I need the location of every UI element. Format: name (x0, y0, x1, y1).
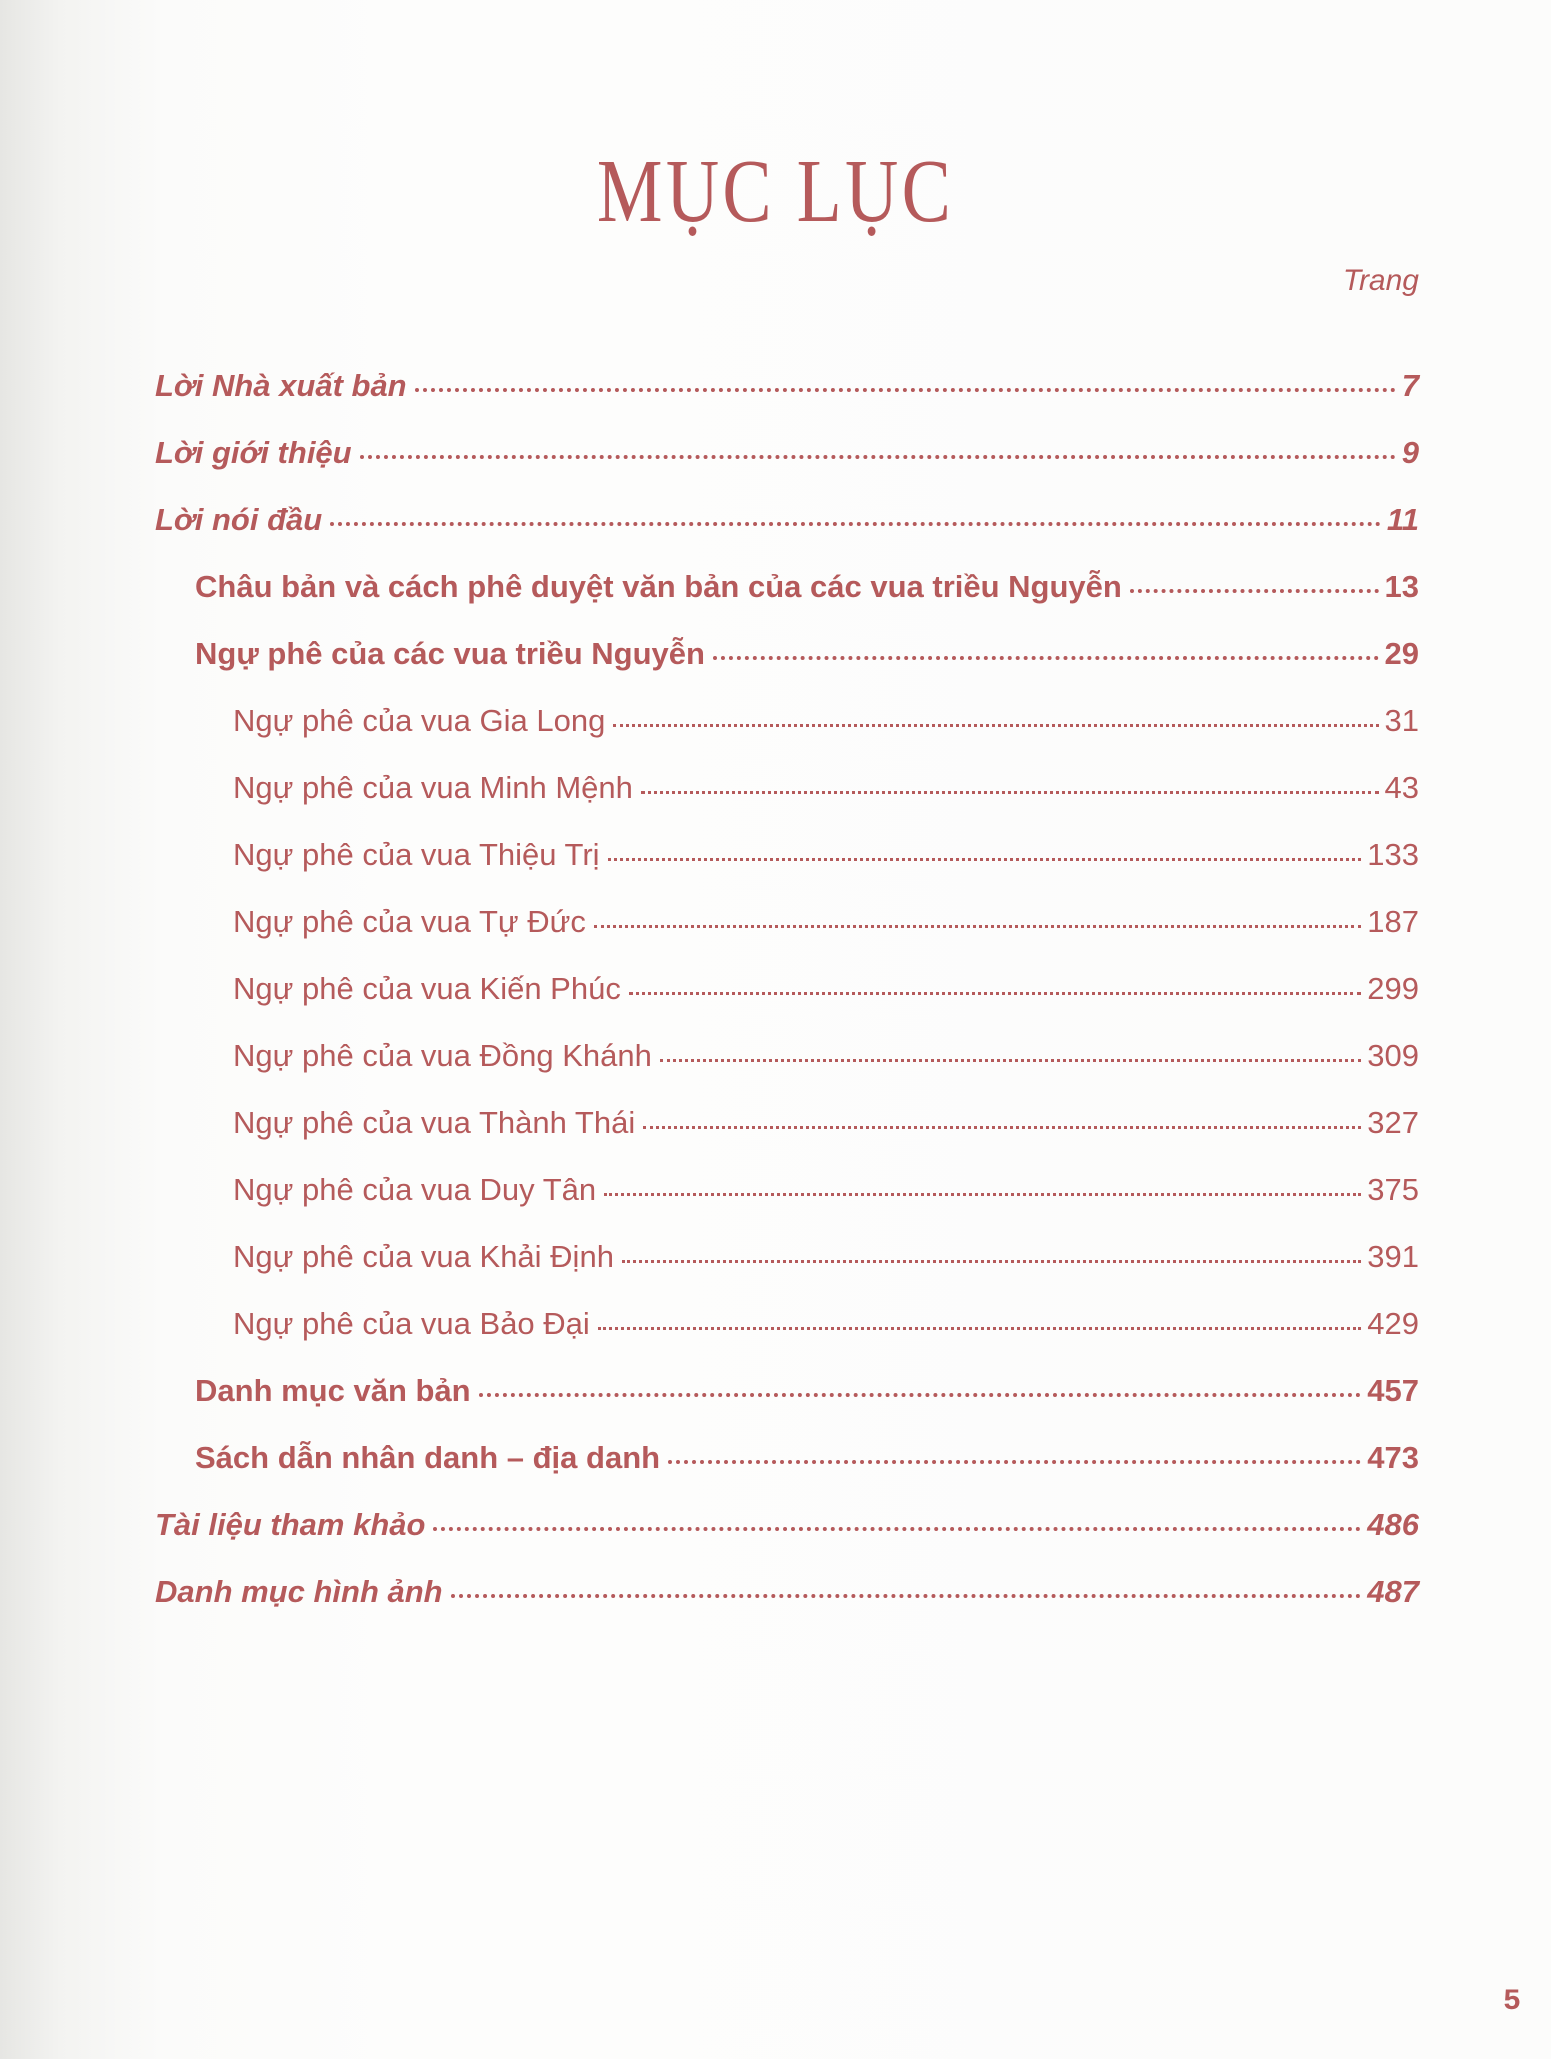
dot-leader (598, 1327, 1361, 1330)
toc-entry-label: Danh mục văn bản (195, 1373, 471, 1408)
toc-entry-label: Ngự phê của vua Minh Mệnh (233, 770, 633, 805)
toc-entry-label: Ngự phê của các vua triều Nguyễn (195, 636, 705, 671)
toc-entry-page: 187 (1367, 904, 1419, 939)
dot-leader (360, 455, 1396, 459)
toc-entry-page: 457 (1367, 1373, 1419, 1408)
dot-leader (415, 388, 1396, 392)
toc-entry-page: 327 (1367, 1105, 1419, 1140)
dot-leader (713, 656, 1379, 660)
toc-entry-label: Lời giới thiệu (155, 435, 352, 470)
toc-entry-page: 299 (1367, 971, 1419, 1006)
toc-entry[interactable] (233, 701, 1419, 741)
toc-entry-page: 473 (1367, 1440, 1419, 1475)
toc-entry-page: 31 (1384, 703, 1419, 738)
toc-entry-page: 487 (1367, 1574, 1419, 1609)
toc-entry[interactable] (155, 1572, 1419, 1612)
toc-entry[interactable] (233, 1304, 1419, 1344)
dot-leader (613, 724, 1378, 727)
toc-entry[interactable] (155, 500, 1419, 540)
toc-entry-page: 429 (1367, 1306, 1419, 1341)
toc-entry-label: Ngự phê của vua Bảo Đại (233, 1306, 590, 1341)
toc-entry[interactable] (233, 1036, 1419, 1076)
toc-entry[interactable] (195, 634, 1419, 674)
toc-entry[interactable] (155, 433, 1419, 473)
toc-entry-page: 486 (1367, 1507, 1419, 1542)
toc-entry-label: Ngự phê của vua Thành Thái (233, 1105, 636, 1140)
toc-entry-page: 391 (1367, 1239, 1419, 1274)
dot-leader (330, 522, 1381, 526)
dot-leader (641, 791, 1379, 794)
toc-entry[interactable] (233, 835, 1419, 875)
toc-entry[interactable] (233, 902, 1419, 942)
page-column-label: Trang (1342, 264, 1419, 297)
dot-leader (660, 1059, 1361, 1062)
dot-leader (479, 1393, 1362, 1397)
toc-entry-label: Ngự phê của vua Tự Đức (233, 904, 586, 939)
dot-leader (629, 992, 1361, 995)
toc-entry-page: 13 (1384, 569, 1419, 604)
toc-entry-page: 29 (1384, 636, 1419, 671)
toc-entry-page: 133 (1367, 837, 1419, 872)
toc-entry-label: Tài liệu tham khảo (155, 1507, 426, 1542)
page-title: MỤC LỤC (596, 142, 955, 241)
dot-leader (668, 1460, 1361, 1464)
toc-entry[interactable] (195, 1438, 1419, 1478)
toc-entry[interactable] (195, 1371, 1419, 1411)
toc-entry[interactable] (233, 768, 1419, 808)
toc-entry-page: 375 (1367, 1172, 1419, 1207)
toc-entry-label: Lời Nhà xuất bản (155, 368, 407, 403)
toc-entry[interactable] (195, 567, 1419, 607)
toc-entry-label: Ngự phê của vua Đồng Khánh (233, 1038, 652, 1073)
page-number: 5 (1502, 1985, 1521, 2019)
dot-leader (608, 858, 1362, 861)
toc-entry-label: Danh mục hình ảnh (155, 1574, 443, 1609)
toc-entry-label: Ngự phê của vua Kiến Phúc (233, 971, 621, 1006)
toc-entry[interactable] (233, 1103, 1419, 1143)
dot-leader (433, 1527, 1361, 1531)
toc-entry[interactable] (233, 969, 1419, 1009)
dot-leader (622, 1260, 1361, 1263)
toc-entry-page: 7 (1401, 368, 1419, 403)
toc-entry-page: 9 (1401, 435, 1419, 470)
toc-entry[interactable] (233, 1237, 1419, 1277)
dot-leader (1130, 589, 1379, 593)
toc-entry[interactable] (155, 1505, 1419, 1545)
toc-entry-page: 11 (1386, 502, 1419, 537)
dot-leader (451, 1594, 1362, 1598)
dot-leader (643, 1126, 1361, 1129)
toc-entry-label: Ngự phê của vua Duy Tân (233, 1172, 597, 1207)
dot-leader (594, 925, 1361, 928)
toc-entry-label: Sách dẫn nhân danh – địa danh (195, 1440, 661, 1475)
toc-entry-label: Châu bản và cách phê duyệt văn bản của các vua triều Nguyễn (195, 569, 1122, 604)
toc-entry-label: Ngự phê của vua Khải Định (233, 1239, 614, 1274)
toc-entry-label: Ngự phê của vua Thiệu Trị (233, 837, 600, 872)
toc-entry-label: Lời nói đầu (155, 502, 323, 537)
toc-entry-page: 309 (1367, 1038, 1419, 1073)
toc-entry[interactable] (233, 1170, 1419, 1210)
toc-entry-page: 43 (1384, 770, 1419, 805)
toc-entry[interactable] (155, 366, 1419, 406)
toc-entry-label: Ngự phê của vua Gia Long (233, 703, 606, 738)
dot-leader (604, 1193, 1361, 1196)
